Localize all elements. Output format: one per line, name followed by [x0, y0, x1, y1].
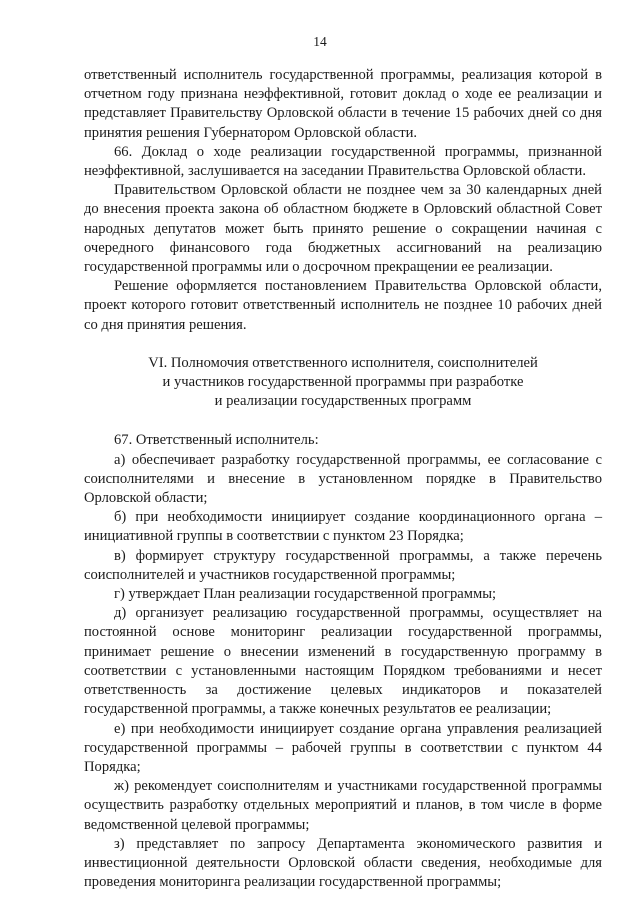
- list-item-a: а) обеспечивает разработку государственной программы, ее согласование с соисполнителями и внесение в установленном порядке в Правительство Орловской области;: [84, 451, 602, 507]
- list-item-e: е) при необходимости инициирует создание органа управления реализацией государственной программы – рабочей группы в соответствии с пунктом 44 Порядка;: [84, 720, 602, 775]
- page-number: 14: [313, 34, 327, 49]
- paragraph-decision-format: Решение оформляется постановлением Правительства Орловской области, проект которого готовит ответственный исполнитель не позднее 10 рабочих дней со дня принятия решения.: [84, 278, 602, 333]
- paragraph-67: 67. Ответственный исполнитель:: [114, 432, 319, 449]
- paragraph-66: 66. Доклад о ходе реализации государственной программы, признанной неэффективной, заслушивается на заседании Правительства Орловской области.: [84, 143, 602, 180]
- list-item-z: з) представляет по запросу Департамента экономического развития и инвестиционной деятельности Орловской области сведения, необходимые для проведения мониторинга реализации государственной программы;: [84, 835, 602, 891]
- list-item-b: б) при необходимости инициирует создание координационного органа – инициативной группы в соответствии с пунктом 23 Порядка;: [84, 509, 602, 545]
- section-heading-vi: [84, 354, 602, 412]
- list-item-zh: ж) рекомендует соисполнителям и участниками государственной программы осуществить разработку отдельных мероприятий и планов, в том числе в форме ведомственной целевой программы;: [84, 778, 602, 833]
- list-item-v: в) формирует структуру государственной программы, а также перечень соисполнителей и участников государственной программы;: [84, 547, 602, 583]
- section-heading-line: VI. Полномочия ответственного исполнителя, соисполнителей: [148, 354, 538, 371]
- document-body: [84, 66, 602, 892]
- list-item-d: д) организует реализацию государственной программы, осуществляет на постоянной основе мониторинг реализации государственной программы, принимает решение о внесении изменений в государственную программу в соответствии с установленными настоящим Порядком требованиями и несет ответственность за достижение целевых индикаторов и показателей государственной программы, а также конечных результатов ее реализации;: [84, 605, 602, 718]
- section-heading-line: и реализации государственных программ: [214, 393, 472, 410]
- section-heading-line: и участников государственной программы при разработке: [162, 374, 524, 391]
- list-item-g: г) утверждает План реализации государственной программы;: [114, 586, 497, 603]
- paragraph-continuation: ответственный исполнитель государственной программы, реализация которой в отчетном году признана неэффективной, готовит доклад о ходе ее реализации и представляет Правительству Орловской области в течение 15 рабочих дней со дня принятия решения Губернатором Орловской области.: [84, 67, 602, 141]
- paragraph-government-decision: Правительством Орловской области не позднее чем за 30 календарных дней до внесения проекта закона об областном бюджете в Орловский областной Совет народных депутатов может быть принято решение о сокращении начиная с очередного финансового года бюджетных ассигнований на реализацию государственной программы или о досрочном прекращении ее реализации.: [84, 182, 602, 276]
